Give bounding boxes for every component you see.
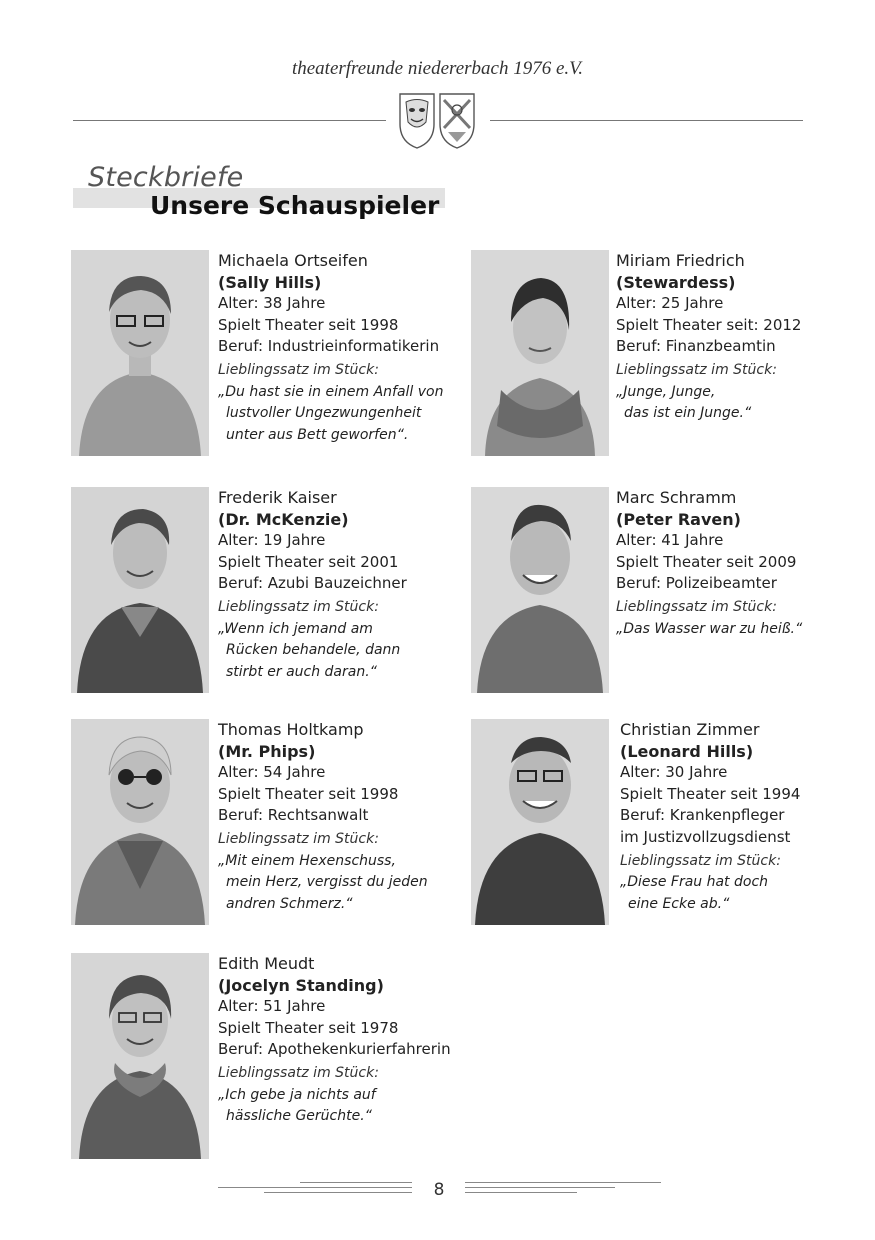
quote-line: lustvoller Ungezwungenheit xyxy=(226,405,422,422)
header-rule-left xyxy=(73,120,386,121)
actor-role: (Peter Raven) xyxy=(616,509,741,529)
favorite-quote xyxy=(616,619,866,641)
quote-line: eine Ecke ab.“ xyxy=(628,895,730,912)
favorite-quote xyxy=(218,851,468,916)
favorite-line-label: Lieblingssatz im Stück: xyxy=(616,361,777,378)
footer-rule xyxy=(218,1187,412,1188)
footer-rule xyxy=(300,1182,412,1183)
actor-photo xyxy=(71,719,209,925)
actor-age: Alter: 30 Jahre xyxy=(620,763,728,782)
favorite-line-label: Lieblingssatz im Stück: xyxy=(620,852,781,869)
actor-job: Beruf: Finanzbeamtin xyxy=(616,337,776,356)
quote-line: „Diese Frau hat doch xyxy=(620,874,769,891)
actor-role: (Dr. McKenzie) xyxy=(218,509,349,529)
favorite-line-label: Lieblingssatz im Stück: xyxy=(218,830,379,847)
quote-line: mein Herz, vergisst du jeden xyxy=(226,874,428,891)
actor-name: Thomas Holtkamp xyxy=(218,720,364,739)
quote-line: „Mit einem Hexenschuss, xyxy=(218,852,396,869)
favorite-quote xyxy=(218,619,468,684)
footer-rule xyxy=(465,1187,615,1188)
actor-since: Spielt Theater seit 1978 xyxy=(218,1018,399,1037)
footer-rule xyxy=(264,1192,412,1193)
favorite-quote xyxy=(218,1085,468,1128)
actor-job-continued: im Justizvollzugsdienst xyxy=(620,827,791,846)
favorite-line-label: Lieblingssatz im Stück: xyxy=(218,1064,379,1081)
actor-role: (Stewardess) xyxy=(616,272,736,292)
favorite-quote xyxy=(616,382,866,425)
actor-since: Spielt Theater seit: 2012 xyxy=(616,315,802,334)
actor-name: Christian Zimmer xyxy=(620,720,760,739)
section-title: Unsere Schauspieler xyxy=(150,191,440,220)
footer-rule xyxy=(465,1192,577,1193)
quote-line: „Junge, Junge, xyxy=(616,383,716,400)
actor-role: (Mr. Phips) xyxy=(218,741,316,761)
actor-age: Alter: 54 Jahre xyxy=(218,763,326,782)
actor-name: Marc Schramm xyxy=(616,488,737,507)
actor-job: Beruf: Apothekenkurierfahrerin xyxy=(218,1040,451,1059)
actor-age: Alter: 38 Jahre xyxy=(218,294,326,313)
quote-line: „Du hast sie in einem Anfall von xyxy=(218,383,444,400)
actor-age: Alter: 19 Jahre xyxy=(218,531,326,550)
actor-role: (Leonard Hills) xyxy=(620,741,754,761)
actor-since: Spielt Theater seit 1994 xyxy=(620,784,801,803)
actor-since: Spielt Theater seit 1998 xyxy=(218,315,399,334)
actor-role: (Jocelyn Standing) xyxy=(218,975,384,995)
actor-job: Beruf: Polizeibeamter xyxy=(616,574,777,593)
actor-name: Edith Meudt xyxy=(218,954,315,973)
quote-line: stirbt er auch daran.“ xyxy=(226,663,377,680)
page-number: 8 xyxy=(433,1180,445,1200)
favorite-quote xyxy=(218,382,468,447)
actor-job: Beruf: Industrieinformatikerin xyxy=(218,337,440,356)
quote-line: „Wenn ich jemand am xyxy=(218,620,373,637)
actor-since: Spielt Theater seit 1998 xyxy=(218,784,399,803)
actor-name: Frederik Kaiser xyxy=(218,488,337,507)
actor-photo xyxy=(71,250,209,456)
actor-job: Beruf: Krankenpfleger xyxy=(620,806,785,825)
actor-job: Beruf: Rechtsanwalt xyxy=(218,806,369,825)
favorite-line-label: Lieblingssatz im Stück: xyxy=(616,598,777,615)
publication-title: theaterfreunde niedererbach 1976 e.V. xyxy=(291,58,584,79)
actor-name: Miriam Friedrich xyxy=(616,251,745,270)
quote-line: andren Schmerz.“ xyxy=(226,895,353,912)
quote-line: „Das Wasser war zu heiß.“ xyxy=(616,620,803,637)
actor-photo xyxy=(71,487,209,693)
section-kicker: Steckbriefe xyxy=(88,162,244,193)
actor-name: Michaela Ortseifen xyxy=(218,251,368,270)
favorite-line-label: Lieblingssatz im Stück: xyxy=(218,361,379,378)
actor-job: Beruf: Azubi Bauzeichner xyxy=(218,574,407,593)
quote-line: hässliche Gerüchte.“ xyxy=(226,1108,372,1125)
actor-age: Alter: 51 Jahre xyxy=(218,997,326,1016)
quote-line: Rücken behandele, dann xyxy=(226,642,401,659)
actor-since: Spielt Theater seit 2009 xyxy=(616,552,797,571)
actor-photo xyxy=(471,719,609,925)
quote-line: unter aus Bett geworfen“. xyxy=(226,426,409,443)
favorite-quote xyxy=(620,872,870,915)
header-rule-right xyxy=(490,120,803,121)
actor-age: Alter: 41 Jahre xyxy=(616,531,724,550)
actor-since: Spielt Theater seit 2001 xyxy=(218,552,399,571)
footer-rule xyxy=(465,1182,661,1183)
actor-photo xyxy=(71,953,209,1159)
favorite-line-label: Lieblingssatz im Stück: xyxy=(218,598,379,615)
quote-line: „Ich gebe ja nichts auf xyxy=(218,1086,376,1103)
actor-photo xyxy=(471,487,609,693)
quote-line: das ist ein Junge.“ xyxy=(624,405,752,422)
actor-role: (Sally Hills) xyxy=(218,272,322,292)
theater-crest-logo xyxy=(396,88,478,150)
actor-age: Alter: 25 Jahre xyxy=(616,294,724,313)
actor-photo xyxy=(471,250,609,456)
